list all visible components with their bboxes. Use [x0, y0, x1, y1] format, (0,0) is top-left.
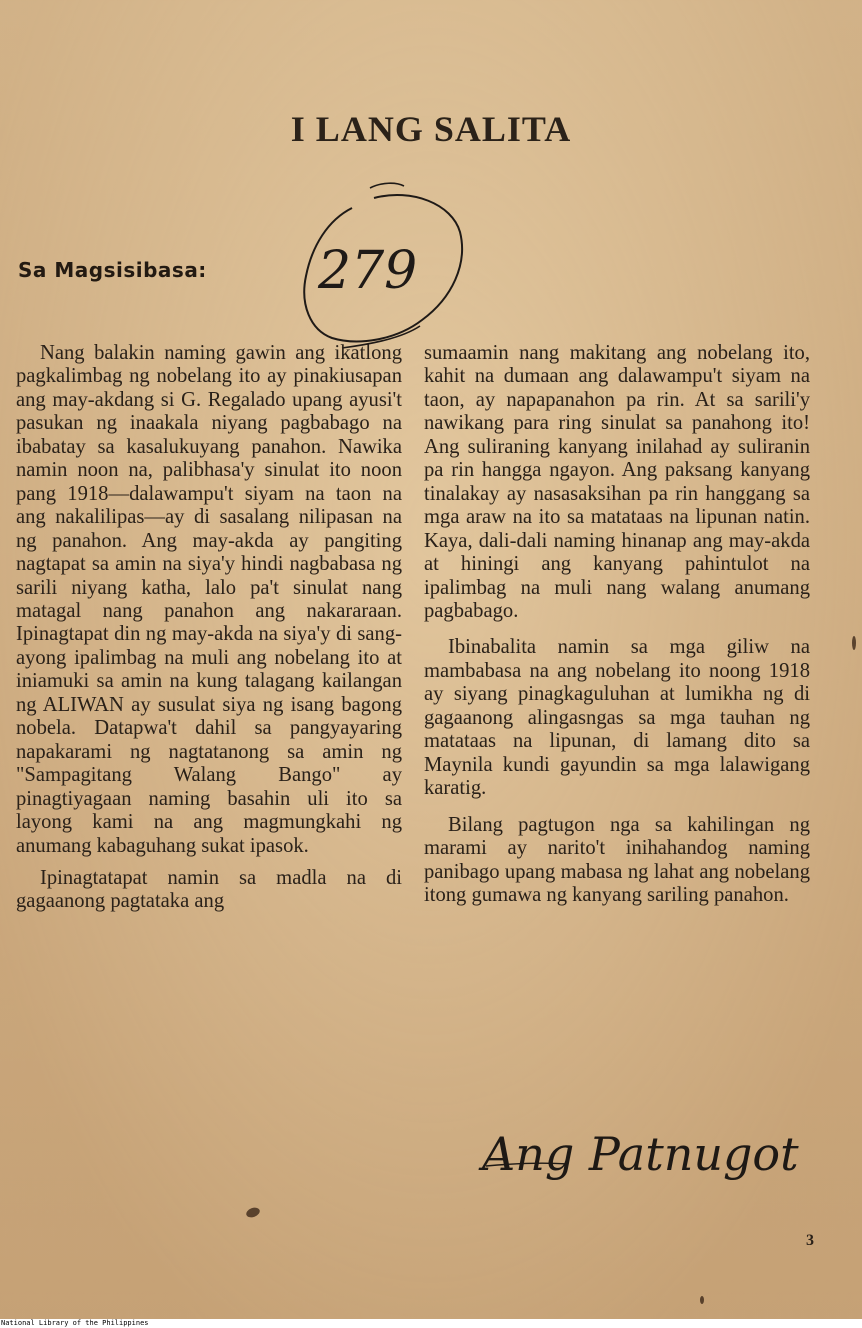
- handwritten-number-text: 279: [318, 241, 418, 301]
- ink-smudge: [852, 636, 856, 650]
- paragraph: Ipinagtatapat namin sa madla na di gagaanong pagtataka ang: [16, 866, 402, 913]
- paragraph: Ibinabalita namin sa mga giliw na mambabasa na ang nobelang ito noong 1918 ay siyang pinagkaguluhan at lumikha ng di gagaanong alingasngas sa mga tauhan ng matataas na lipunan, di lamang dito sa Maynila kundi gayundin sa mga lalawigang karatig.: [424, 636, 810, 800]
- page-title: I LANG SALITA: [290, 109, 572, 149]
- paragraph: sumaamin nang makitang ang nobelang ito, kahit na dumaan ang dalawampu't siyam na taon, ay napapanahon pa rin. At sa sarili'y nawikang para ring sinulat sa panahong ito! Ang suliraning kanyang inilahad ay suliranin pa rin hangga ngayon. Ang paksang kanyang tinalakay ay nasasaksihan pa rin hanggang sa mga araw na ito sa matataas na lipunan natin. Kaya, dali-dali naming hinanap ang may-akda at hiningi ang kanyang pahintulot na ipalimbag na muli nang walang anumang pagbabago.: [424, 342, 810, 622]
- ink-smudge: [245, 1206, 261, 1219]
- page-number: 3: [806, 1232, 814, 1249]
- text-column-left: [16, 342, 402, 914]
- paragraph: Bilang pagtugon nga sa kahilingan ng marami ay narito't inihahandog naming panibago upang mabasa ng lahat ang nobelang itong gumawa ng kanyang sariling panahon.: [424, 813, 810, 906]
- paragraph: Nang balakin naming gawin ang ikatlong pagkalimbag ng nobelang ito ay pinakiusapan ang may-akdang si G. Regalado upang ayusi't pasukan ng inaakala niyang pagbabago na ibabatay sa kasalukuyang panahon. Nawika namin noon na, palibhasa'y sinulat ito noon pang 1918—dalawampu't siyam na taon na ang nakalilipas—ay di sasalang nilipasan na ng panahon. Ang may-akda ay pangiting nagtapat sa amin na siya'y hindi nagbabasa ng sarili niyang katha, lalo pa't sinulat nang matagal nang panahon ang nakararaan. Ipinagtapat din ng may-akda na siya'y di sang-ayong ipalimbag na muli ang nobelang ito at iniamuki sa amin na kung talagang kailangan ng ALIWAN ay susulat siya ng isang bagong nobela. Datapwa't dahil sa pangyayaring napakarami ng nagtatanong sa amin ng "Sampagitang Walang Bango" ay pinagtiyagaan naming basahin uli ito sa layong kami na ang magmungkahi ng anumang kabaguhang sukat ipasok.: [16, 342, 402, 857]
- ink-smudge: [700, 1296, 704, 1304]
- signature: [478, 1112, 808, 1202]
- signature-text: Ang Patnugot: [482, 1127, 799, 1181]
- library-footer: National Library of the Philippines: [0, 1319, 862, 1328]
- text-column-right: [424, 342, 810, 907]
- handwritten-catalog-number: [292, 180, 472, 350]
- salutation: Sa Magsisibasa:: [18, 258, 207, 282]
